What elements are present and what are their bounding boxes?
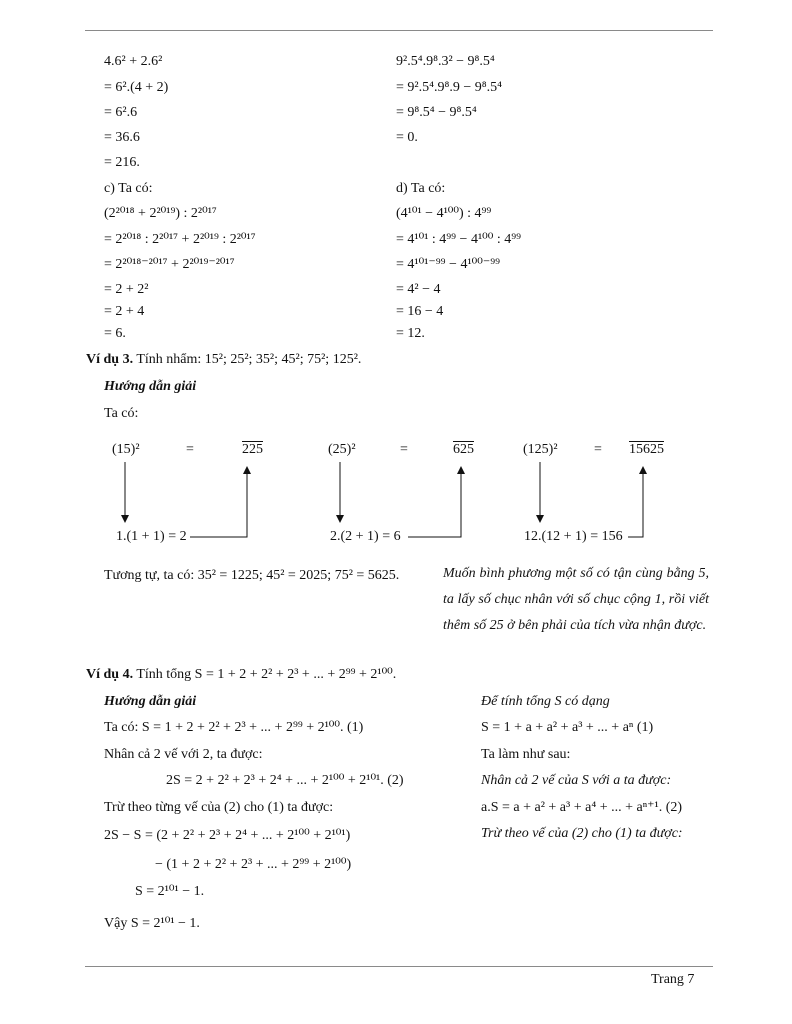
example-4-label: Ví dụ 4. xyxy=(86,667,134,682)
part-c-line-1: (2²⁰¹⁸ + 2²⁰¹⁹) : 2²⁰¹⁷ xyxy=(104,206,217,221)
example-4-side-6: Trừ theo vế của (2) cho (1) ta được: xyxy=(481,826,683,841)
example-3-guide-heading: Hướng dẫn giải xyxy=(104,379,197,394)
top-left-line-1: 4.6² + 2.6² xyxy=(104,54,163,69)
page-number: Trang 7 xyxy=(651,972,695,987)
part-d-line-3: = 4¹⁰¹⁻⁹⁹ − 4¹⁰⁰⁻⁹⁹ xyxy=(396,257,501,272)
example-4-side-2: S = 1 + a + a² + a³ + ... + aⁿ (1) xyxy=(481,720,654,735)
part-c-line-3: = 2²⁰¹⁸⁻²⁰¹⁷ + 2²⁰¹⁹⁻²⁰¹⁷ xyxy=(104,257,235,272)
top-right-line-2: = 9².5⁴.9⁸.9 − 9⁸.5⁴ xyxy=(396,80,503,95)
arrow-up-1 xyxy=(190,470,247,537)
diagram-1-equals: = xyxy=(186,442,194,457)
diagram-3-calc: 12.(12 + 1) = 156 xyxy=(524,529,623,544)
example-4-conclusion: Vậy S = 2¹⁰¹ − 1. xyxy=(104,916,200,931)
example-4-text: Tính tổng S = 1 + 2 + 2² + 2³ + ... + 2⁹⁹ + 2¹⁰⁰. xyxy=(136,667,397,682)
example-4-line-4: Trừ theo từng vế của (2) cho (1) ta được: xyxy=(104,800,334,815)
example-3-intro: Ta có: xyxy=(104,406,139,421)
part-d-label: d) Ta có: xyxy=(396,181,446,196)
part-d-line-1: (4¹⁰¹ − 4¹⁰⁰) : 4⁹⁹ xyxy=(396,206,492,221)
top-right-line-1: 9².5⁴.9⁸.3² − 9⁸.5⁴ xyxy=(396,54,495,69)
example-3-label: Ví dụ 3. xyxy=(86,352,134,367)
part-d-line-2: = 4¹⁰¹ : 4⁹⁹ − 4¹⁰⁰ : 4⁹⁹ xyxy=(396,232,522,247)
top-left-line-4: = 36.6 xyxy=(104,130,140,145)
example-4-line-1: Ta có: S = 1 + 2 + 2² + 2³ + ... + 2⁹⁹ + 2¹⁰⁰. (1) xyxy=(104,720,364,735)
example-3-note: Muốn bình phương một số có tận cùng bằng 5, ta lấy số chục nhân với số chục cộng 1, rồi viết thêm số 25 ở bên phải của tích vừa nhận được. xyxy=(443,566,709,633)
example-4-line-2: Nhân cả 2 vế với 2, ta được: xyxy=(104,747,263,762)
example-4-side-3: Ta làm như sau: xyxy=(481,747,571,762)
diagram-2-result: 625 xyxy=(453,442,474,457)
part-c-line-4: = 2 + 2² xyxy=(104,282,149,297)
diagram-3-square: (125)² xyxy=(523,442,558,457)
arrow-up-3 xyxy=(628,470,643,537)
diagram-2-calc: 2.(2 + 1) = 6 xyxy=(330,529,401,544)
part-d-line-4: = 4² − 4 xyxy=(396,282,441,297)
top-right-line-4: = 0. xyxy=(396,130,418,145)
example-4-line-3: 2S = 2 + 2² + 2³ + 2⁴ + ... + 2¹⁰⁰ + 2¹⁰¹. (2) xyxy=(166,773,404,788)
diagram-3-result: 15625 xyxy=(629,442,664,457)
part-d-line-5: = 16 − 4 xyxy=(396,304,444,319)
top-left-line-3: = 6².6 xyxy=(104,105,138,120)
footer-rule xyxy=(85,966,713,967)
top-left-line-5: = 216. xyxy=(104,155,140,170)
diagram-2-square: (25)² xyxy=(328,442,356,457)
example-4-guide-heading: Hướng dẫn giải xyxy=(104,694,197,709)
example-4-side-5: a.S = a + a² + a³ + a⁴ + ... + aⁿ⁺¹. (2) xyxy=(481,800,683,815)
example-4 xyxy=(86,666,396,684)
part-c-line-2: = 2²⁰¹⁸ : 2²⁰¹⁷ + 2²⁰¹⁹ : 2²⁰¹⁷ xyxy=(104,232,256,247)
example-4-line-6: − (1 + 2 + 2² + 2³ + ... + 2⁹⁹ + 2¹⁰⁰) xyxy=(155,857,352,872)
part-c-label: c) Ta có: xyxy=(104,181,153,196)
part-c-line-6: = 6. xyxy=(104,326,126,341)
example-3-text: Tính nhẩm: 15²; 25²; 35²; 45²; 75²; 125². xyxy=(136,352,362,367)
example-4-line-5: 2S − S = (2 + 2² + 2³ + 2⁴ + ... + 2¹⁰⁰ + 2¹⁰¹) xyxy=(104,828,351,843)
example-3-similar: Tương tự, ta có: 35² = 1225; 45² = 2025; 75² = 5625. xyxy=(104,568,400,583)
part-d-line-6: = 12. xyxy=(396,326,425,341)
diagram-1-result: 225 xyxy=(242,442,263,457)
diagram-1-square: (15)² xyxy=(112,442,140,457)
diagram-1-calc: 1.(1 + 1) = 2 xyxy=(116,529,187,544)
arrow-up-2 xyxy=(408,470,461,537)
top-right-line-3: = 9⁸.5⁴ − 9⁸.5⁴ xyxy=(396,105,477,120)
diagram-3-equals: = xyxy=(594,442,602,457)
example-4-side-1: Để tính tổng S có dạng xyxy=(481,694,610,709)
top-left-line-2: = 6².(4 + 2) xyxy=(104,80,169,95)
diagram-2-equals: = xyxy=(400,442,408,457)
example-4-line-7: S = 2¹⁰¹ − 1. xyxy=(135,884,205,899)
part-c-line-5: = 2 + 4 xyxy=(104,304,145,319)
example-4-side-4: Nhân cả 2 vế của S với a ta được: xyxy=(481,773,672,788)
